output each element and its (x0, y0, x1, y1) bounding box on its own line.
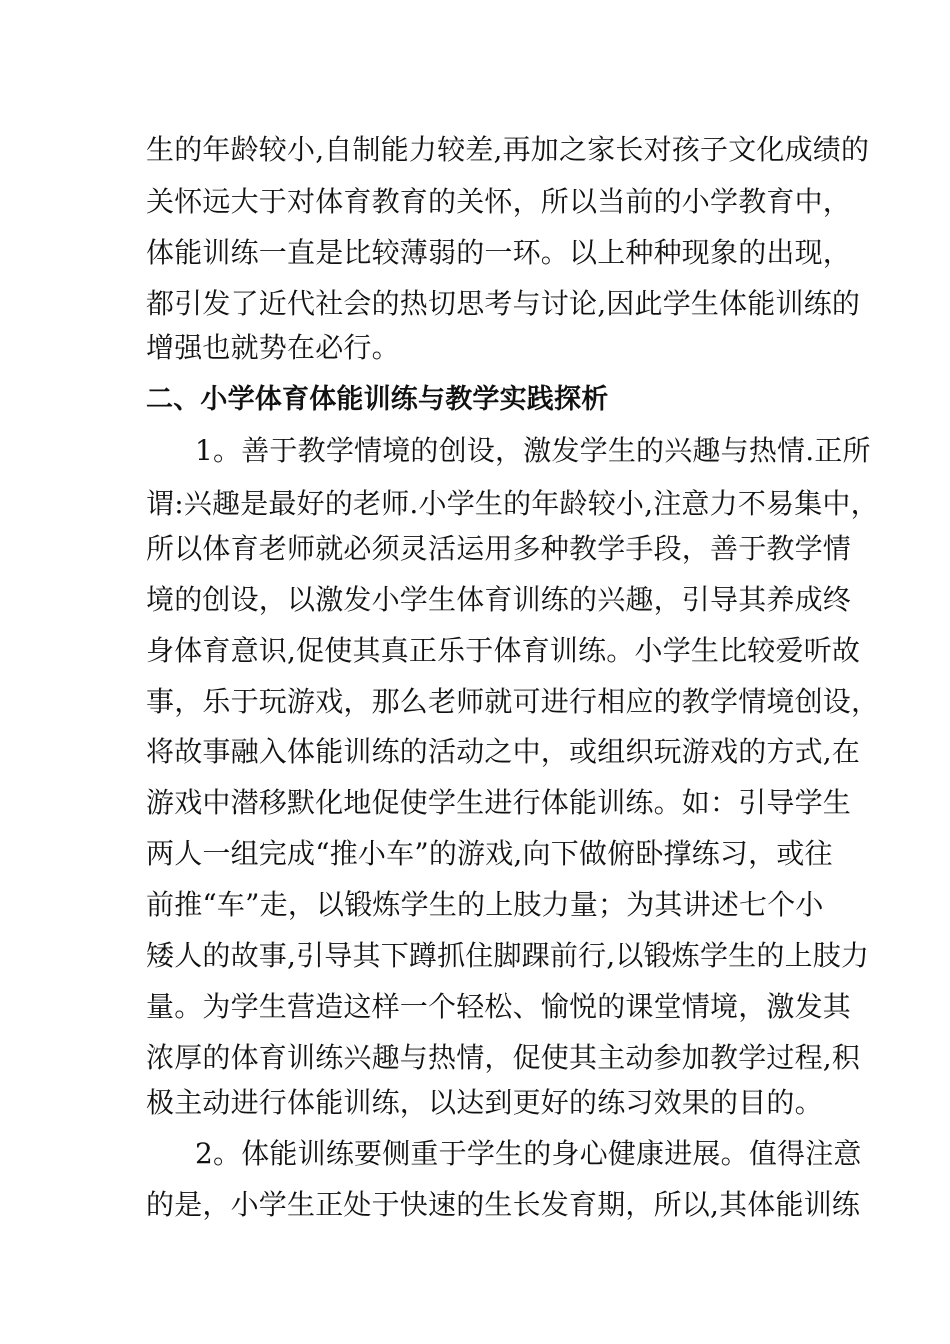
text-line: 谓:兴趣是最好的老师.小学生的年龄较小,注意力不易集中， (146, 487, 879, 520)
text-line: 量。为学生营造这样一个轻松、愉悦的课堂情境，激发其 (146, 990, 852, 1023)
text-line: 极主动进行体能训练，以达到更好的练习效果的目的。 (146, 1086, 823, 1119)
text-line: 增强也就势在必行。 (146, 331, 400, 364)
text-line: 事，乐于玩游戏，那么老师就可进行相应的教学情境创设， (146, 685, 880, 718)
text-line: 都引发了近代社会的热切思考与讨论,因此学生体能训练的 (146, 287, 861, 320)
text-line: 所以体育老师就必须灵活运用多种教学手段，善于教学情 (146, 532, 852, 565)
text-line: 将故事融入体能训练的活动之中，或组织玩游戏的方式,在 (146, 735, 861, 768)
text-line: 境的创设，以激发小学生体育训练的兴趣，引导其养成终 (146, 583, 852, 616)
text-line: 身体育意识,促使其真正乐于体育训练。小学生比较爱听故 (146, 634, 861, 667)
text-line: 矮人的故事,引导其下蹲抓住脚踝前行,以锻炼学生的上肢力 (146, 939, 870, 972)
text-line: 1。善于教学情境的创设，激发学生的兴趣与热情.正所 (195, 434, 871, 467)
text-line: 两人一组完成“推小车”的游戏,向下做俯卧撑练习，或往 (146, 837, 833, 870)
text-line: 的是，小学生正处于快速的生长发育期，所以,其体能训练 (146, 1188, 861, 1221)
text-line: 浓厚的体育训练兴趣与热情，促使其主动参加教学过程,积 (146, 1041, 861, 1074)
section-heading: 二、小学体育体能训练与教学实践探析 (146, 384, 609, 415)
text-line: 体能训练一直是比较薄弱的一环。以上种种现象的出现， (146, 236, 852, 269)
text-line: 前推“车”走，以锻炼学生的上肢力量；为其讲述七个小 (146, 888, 824, 921)
text-line: 生的年龄较小,自制能力较差,再加之家长对孩子文化成绩的 (146, 133, 870, 166)
text-line: 游戏中潜移默化地促使学生进行体能训练。如：引导学生 (146, 786, 852, 819)
text-line: 2。体能训练要侧重于学生的身心健康进展。值得注意 (195, 1137, 862, 1170)
text-line: 关怀远大于对体育教育的关怀，所以当前的小学教育中， (146, 185, 852, 218)
